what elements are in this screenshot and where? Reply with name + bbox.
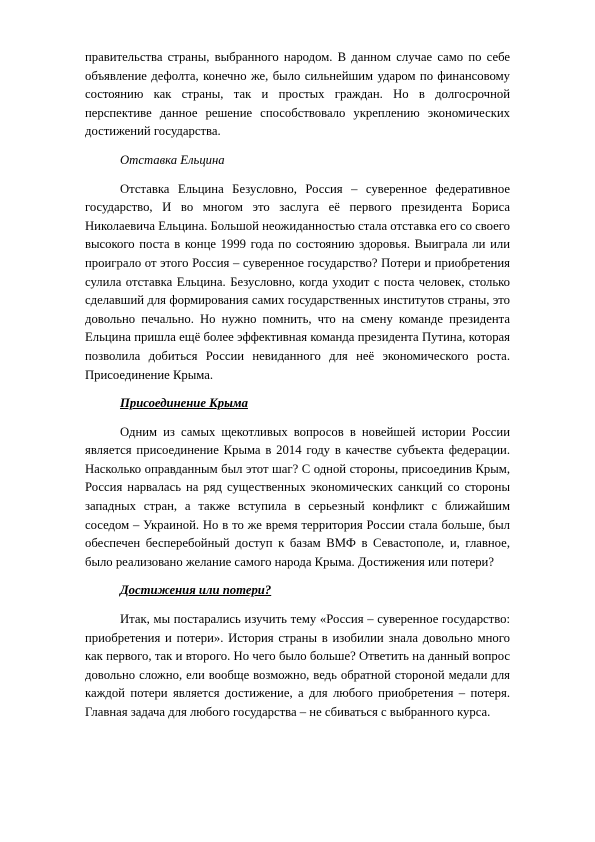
document-body [85,48,510,732]
paragraph-conclusion: Итак, мы постарались изучить тему «Россия – суверенное государство: приобретения и потери». История страны в изобилии знала довольно много как первого, так и второго. Но чего было больше? Ответить на данный вопрос довольно сложно, ели вообще возможно, ведь обратной стороной медали для каждой потери является достижение, а для любого приобретения – потеря. Главная задача для любого государства – не сбиваться с выбранного курса. [85,612,510,719]
paragraph-yeltsin-resignation: Отставка Ельцина Безусловно, Россия – суверенное федеративное государство, И во многом это заслуга её первого президента Бориса Николаевича Ельцина. Большой неожиданностью стала отставка его со своего высокого поста в конце 1999 года по состоянию здоровья. Выиграла ли или проиграло от этого Россия – суверенное государство? Потери и приобретения сулила отставка Ельцина. Безусловно, когда уходит с поста человек, столько сделавший для формирования самих государственных институтов страны, это довольно печально. Но нужно помнить, что на смену команде президента Ельцина пришла ещё более эффективная команда президента Путина, которая позволила добиться России невиданного для неё экономического роста. Присоединение Крыма. [85,181,510,382]
paragraph-crimea-accession: Одним из самых щекотливых вопросов в новейшей истории России является присоединение Крыма в 2014 году в качестве субъекта федерации. Насколько оправданным был этот шаг? С одной стороны, присоединив Крым, Россия нарвалась на ряд существенных экономических санкций со стороны западных стран, а также вступила в серьезный конфликт с ближайшим соседом – Украиной. Но в то же время территория России стала больше, был обеспечен бесперебойный доступ к базам ВМФ в Севастополе, и, главное, было реализовано желание самого народа Крыма. Достижения или потери? [85,424,510,569]
paragraph-default-outcome: правительства страны, выбранного народом. В данном случае само по себе объявление дефолта, конечно же, было сильнейшим ударом по финансовому состоянию как страны, так и простых граждан. Но в долгосрочной перспективе данное решение способствовало укреплению экономических достижений государства. [85,50,510,139]
heading-crimea-accession: Присоединение Крыма [120,396,248,411]
heading-achievements-or-losses: Достижения или потери? [120,583,272,598]
heading-yeltsin-resignation: Отставка Ельцина [120,152,225,167]
